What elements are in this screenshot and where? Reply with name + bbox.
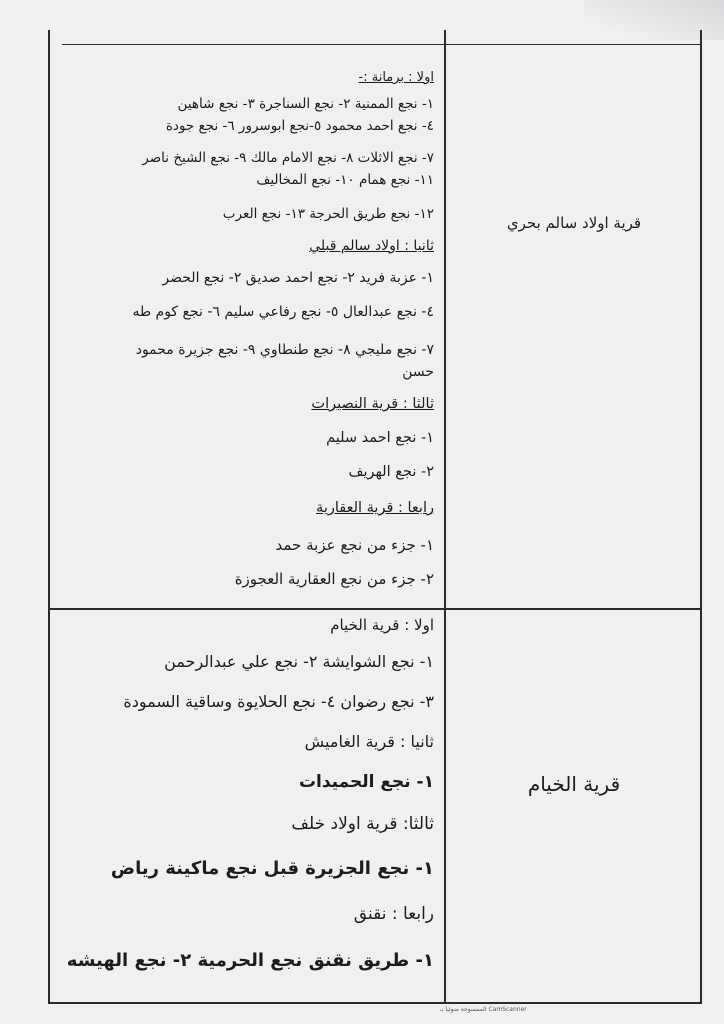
villages-table [48,30,702,1004]
content-line: ١- نجع الجزيرة قبل نجع ماكينة رياض [110,858,434,879]
content-line: ١١- نجع همام ١٠- نجع المخاليف [256,172,434,188]
section-heading: ثانيا : اولاد سالم قبلي [309,238,434,254]
content-line: ٤- نجع عبدالعال ٥- نجع رفاعي سليم ٦- نجع كوم طه [132,304,434,320]
section-heading: رابعا : قرية العقارية [316,500,434,516]
content-line: ٧- نجع الاثلات ٨- نجع الامام مالك ٩- نجع الشيخ ناصر [142,150,434,166]
content-line: حسن [402,364,434,380]
content-line: ٢- جزء من نجع العقارية العجوزة [234,570,434,588]
section-heading: رابعا : نقنق [353,904,434,924]
content-line: ٧- نجع مليجي ٨- نجع طنطاوي ٩- نجع جزيرة محمود [135,342,434,358]
content-line: ١- عزبة فريد ٢- نجع احمد صديق ٢- نجع الحضر [162,270,434,286]
column-divider [444,30,446,1002]
content-line: ١- طريق نقنق نجع الحرمية ٢- نجع الهيشه [66,950,434,971]
section-heading: ثالثا : قرية النصيرات [311,396,434,412]
section-heading: ثالثا: قرية اولاد خلف [291,814,434,834]
scanner-watermark: الممسوحة ضوئيا بـ CamScanner [440,1006,527,1013]
village-1-content [62,30,442,608]
village-2-content [62,610,442,1002]
content-line: ١- نجع الحميدات [298,772,434,792]
content-line: ١- نجع الممنية ٢- نجع السناجرة ٣- نجع شاهين [177,96,434,112]
content-line: ١٢- نجع طريق الحرجة ١٣- نجع العرب [222,206,434,222]
village-name-1: قرية اولاد سالم بحري [506,214,642,232]
section-heading: ثانيا : قرية الغاميش [304,732,434,751]
section-heading: اولا : قرية الخيام [330,616,434,634]
content-line: ٣- نجع رضوان ٤- نجع الحلايوة وساقية السمودة [123,692,434,711]
content-line: ١- نجع احمد سليم [326,430,434,446]
content-line: ١- جزء من نجع عزبة حمد [275,536,434,554]
content-line: ٢- نجع الهريف [348,464,434,480]
section-heading: اولا : برمانة :- [358,70,434,85]
content-line: ١- نجع الشوايشة ٢- نجع علي عبدالرحمن [164,652,434,671]
village-name-2: قرية الخيام [527,772,621,796]
content-line: ٤- نجع احمد محمود ٥-نجع ابوسرور ٦- نجع جودة [165,118,434,134]
